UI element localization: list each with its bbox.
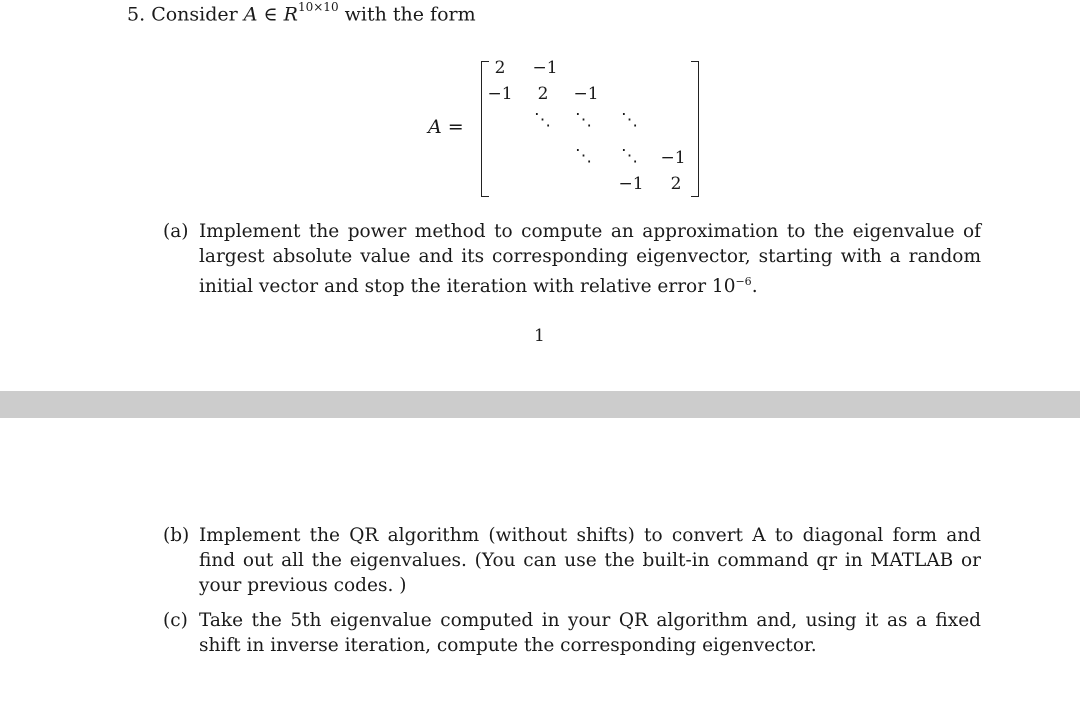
real-set-symbol: R bbox=[283, 3, 298, 26]
part-a-text bbox=[199, 219, 981, 299]
question-number: 5. bbox=[127, 3, 146, 26]
matrix-label bbox=[428, 116, 464, 138]
question-text-after: with the form bbox=[344, 3, 476, 26]
part-a-end: . bbox=[751, 276, 758, 298]
matrix-diagonal-dots: ⋱ bbox=[575, 146, 593, 166]
part-a-label: (a) bbox=[163, 221, 189, 242]
part-c-label: (c) bbox=[163, 610, 188, 631]
matrix-dimension: 10×10 bbox=[297, 0, 339, 14]
matrix-equals: = bbox=[447, 116, 464, 138]
matrix-label-var: A bbox=[428, 116, 442, 138]
part-c bbox=[163, 608, 981, 658]
part-c-text: Take the 5th eigenvalue computed in your QR algorithm and, using it as a fixed shift in inverse iteration, compute the corresponding eigenvector. bbox=[199, 610, 981, 656]
matrix-variable: A bbox=[243, 3, 258, 26]
matrix-entry-r2c1: −1 bbox=[487, 84, 513, 104]
part-b-label: (b) bbox=[163, 525, 190, 546]
matrix-diagonal-dots: ⋱ bbox=[621, 110, 639, 130]
part-a-body: Implement the power method to compute an approximation to the eigenvalue of largest absolute value and its corresponding eigenvector, starting with a random initial vector and stop the iteration with relative error 10 bbox=[199, 221, 981, 298]
part-a bbox=[163, 219, 981, 299]
matrix-diagonal-dots: ⋱ bbox=[575, 110, 593, 130]
matrix-entry-r5c1: −1 bbox=[618, 174, 644, 194]
matrix-entry-r1c2: −1 bbox=[532, 58, 558, 78]
matrix-entry-r1c1: 2 bbox=[494, 58, 506, 78]
page-number: 1 bbox=[534, 326, 545, 346]
matrix-entry-r2c2: 2 bbox=[537, 84, 549, 104]
matrix-diagonal-dots: ⋱ bbox=[621, 146, 639, 166]
matrix-entry-r5c2: 2 bbox=[670, 174, 682, 194]
matrix-entry-r2c3: −1 bbox=[573, 84, 599, 104]
question-heading bbox=[127, 2, 476, 25]
matrix-entry-r4c3: −1 bbox=[660, 148, 686, 168]
part-b-text: Implement the QR algorithm (without shifts) to convert A to diagonal form and find out all the eigenvalues. (You can use the built-in command qr in MATLAB or your previous codes. ) bbox=[199, 525, 981, 596]
page-divider bbox=[0, 391, 1080, 418]
question-text-before: Consider bbox=[151, 3, 238, 26]
matrix-left-bracket bbox=[481, 61, 489, 197]
part-a-exponent: −6 bbox=[735, 275, 752, 288]
part-b bbox=[163, 523, 981, 598]
matrix-diagonal-dots: ⋱ bbox=[534, 110, 552, 130]
matrix-right-bracket bbox=[691, 61, 699, 197]
element-of-symbol: ∈ bbox=[263, 3, 278, 26]
